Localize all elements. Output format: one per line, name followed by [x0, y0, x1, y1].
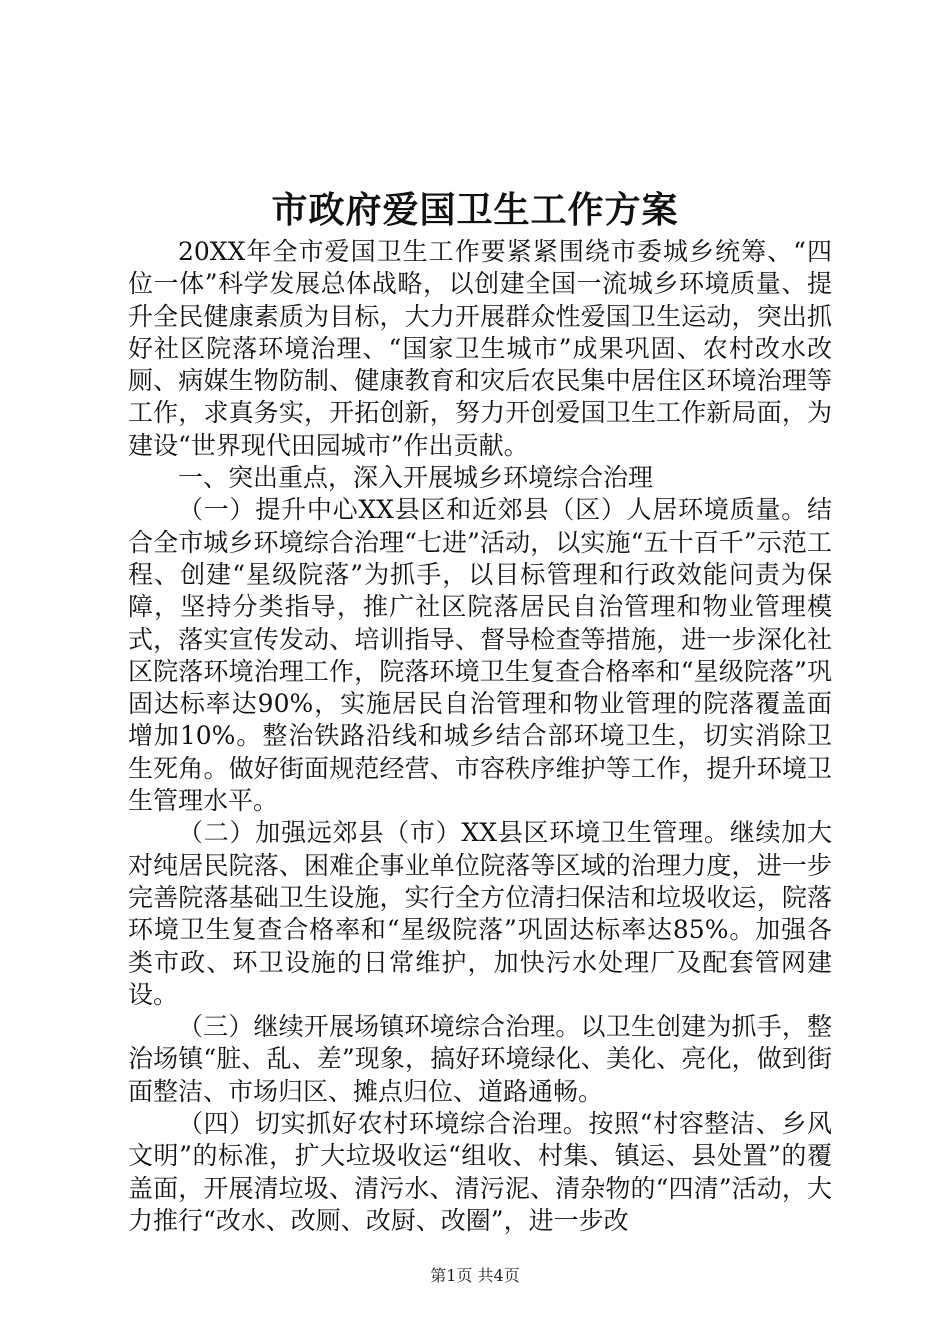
paragraph-item-4: （四）切实抓好农村环境综合治理。按照“村容整洁、乡风文明”的标准，扩大垃圾收运“组收、村集、镇运、县处置”的覆盖面，开展清垃圾、清污水、清污泥、清杂物的“四清”活动，大力推行“改水、改厕、改厨、改圈”，进一步改	[128, 1109, 832, 1235]
page-indicator: 第1页 共4页	[430, 1266, 520, 1285]
page-footer	[0, 1264, 950, 1288]
document-title: 市政府爱国卫生工作方案	[271, 189, 679, 231]
paragraph-intro: 20XX年全市爱国卫生工作要紧紧围绕市委城乡统筹、“四位一体”科学发展总体战略，以创建全国一流城乡环境质量、提升全民健康素质为目标，大力开展群众性爱国卫生运动，突出抓好社区院落环境治理、“国家卫生城市”成果巩固、农村改水改厕、病媒生物防制、健康教育和灾后农民集中居住区环境治理等工作，求真务实，开拓创新，努力开创爱国卫生工作新局面，为建设“世界现代田园城市”作出贡献。	[128, 237, 832, 460]
document-body	[128, 236, 832, 1237]
paragraph-item-3: （三）继续开展场镇环境综合治理。以卫生创建为抓手，整治场镇“脏、乱、差”现象，搞好环境绿化、美化、亮化，做到街面整洁、市场归区、摊点归位、道路通畅。	[128, 1012, 832, 1106]
section-heading-1: 一、突出重点，深入开展城乡环境综合治理	[178, 463, 654, 493]
paragraph-item-2: （二）加强远郊县（市）XX县区环境卫生管理。继续加大对纯居民院落、困难企事业单位院落等区域的治理力度，进一步完善院落基础卫生设施，实行全方位清扫保洁和垃圾收运，院落环境卫生复查合格率和“星级院落”巩固达标率达85%。加强各类市政、环卫设施的日常维护，加快污水处理厂及配套管网建设。	[128, 818, 832, 1009]
paragraph-item-1: （一）提升中心XX县区和近郊县（区）人居环境质量。结合全市城乡环境综合治理“七进”活动，以实施“五十百千”示范工程、创建“星级院落”为抓手，以目标管理和行政效能问责为保障，坚持分类指导，推广社区院落居民自治管理和物业管理模式，落实宣传发动、培训指导、督导检查等措施，进一步深化社区院落环境治理工作，院落环境卫生复查合格率和“星级院落”巩固达标率达90%，实施居民自治管理和物业管理的院落覆盖面增加10%。整治铁路沿线和城乡结合部环境卫生，切实消除卫生死角。做好街面规范经营、市容秩序维护等工作，提升环境卫生管理水平。	[128, 495, 832, 816]
